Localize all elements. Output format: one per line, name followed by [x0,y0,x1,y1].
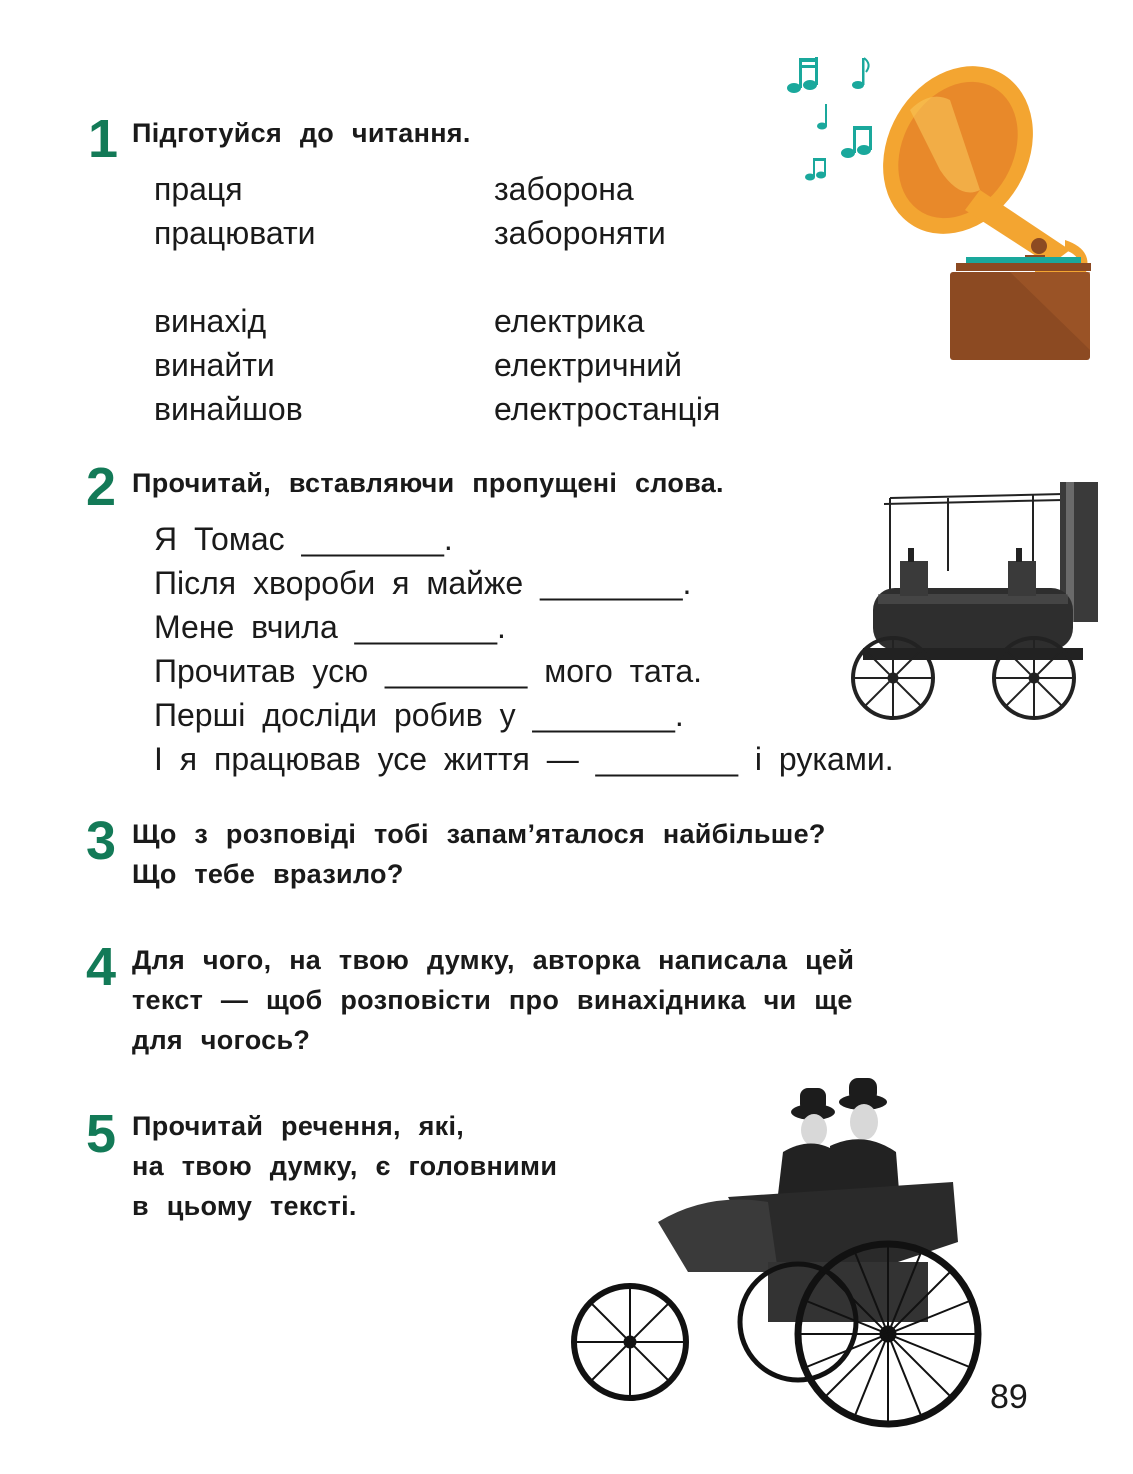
sentence-line: Я Томас ________. [154,521,453,557]
task-number: 1 [88,109,119,169]
task-instruction: текст — щоб розповісти про винахідника чи ще [132,985,853,1015]
sentence-line: І я працював усе життя — ________ і руками. [154,741,894,777]
sentence-line: Мене вчила ________. [154,609,506,645]
task-instruction: Підготуйся до читання. [132,118,471,148]
music-note-icon [805,158,826,181]
list-item: працювати [154,215,316,251]
task-instruction: Що з розповіді тобі запам’яталося найбільше? [132,819,826,849]
gramophone-illustration [780,50,1100,370]
list-item: винайшов [154,391,303,427]
task-instruction: Для чого, на твою думку, авторка написала цей [132,945,855,975]
task-number: 2 [86,457,117,517]
sentence-line: Прочитав усю ________ мого тата. [154,653,703,689]
list-item: електричний [494,347,682,383]
task-instruction: Що тебе вразило? [132,859,404,889]
list-item: винайти [154,347,275,383]
list-item: електрика [494,303,645,339]
task-instruction: для чогось? [132,1025,311,1055]
list-item: забороняти [494,215,666,251]
list-item: праця [154,171,243,207]
sentence-line: Перші досліди робив у ________. [154,697,684,733]
sentence-line: Після хвороби я майже ________. [154,565,692,601]
music-note-icon [817,104,827,130]
task-number: 5 [86,1104,117,1164]
page-number: 89 [990,1378,1028,1416]
task-number: 3 [86,811,117,871]
list-item: електростанція [494,391,721,427]
music-note-icon [787,57,818,93]
task-instruction: Прочитай речення, які, [132,1111,465,1141]
list-item: заборона [494,171,634,207]
music-note-icon [852,58,869,89]
early-motor-car-photo [568,1072,988,1440]
music-note-icon [841,126,872,158]
task-instruction: на твою думку, є головними [132,1151,558,1181]
task-instruction: в цьому тексті. [132,1191,357,1221]
list-item: винахід [154,303,267,339]
task-number: 4 [86,937,117,997]
task-instruction: Прочитай, вставляючи пропущені слова. [132,468,724,498]
steam-locomotive-illustration [848,476,1104,728]
